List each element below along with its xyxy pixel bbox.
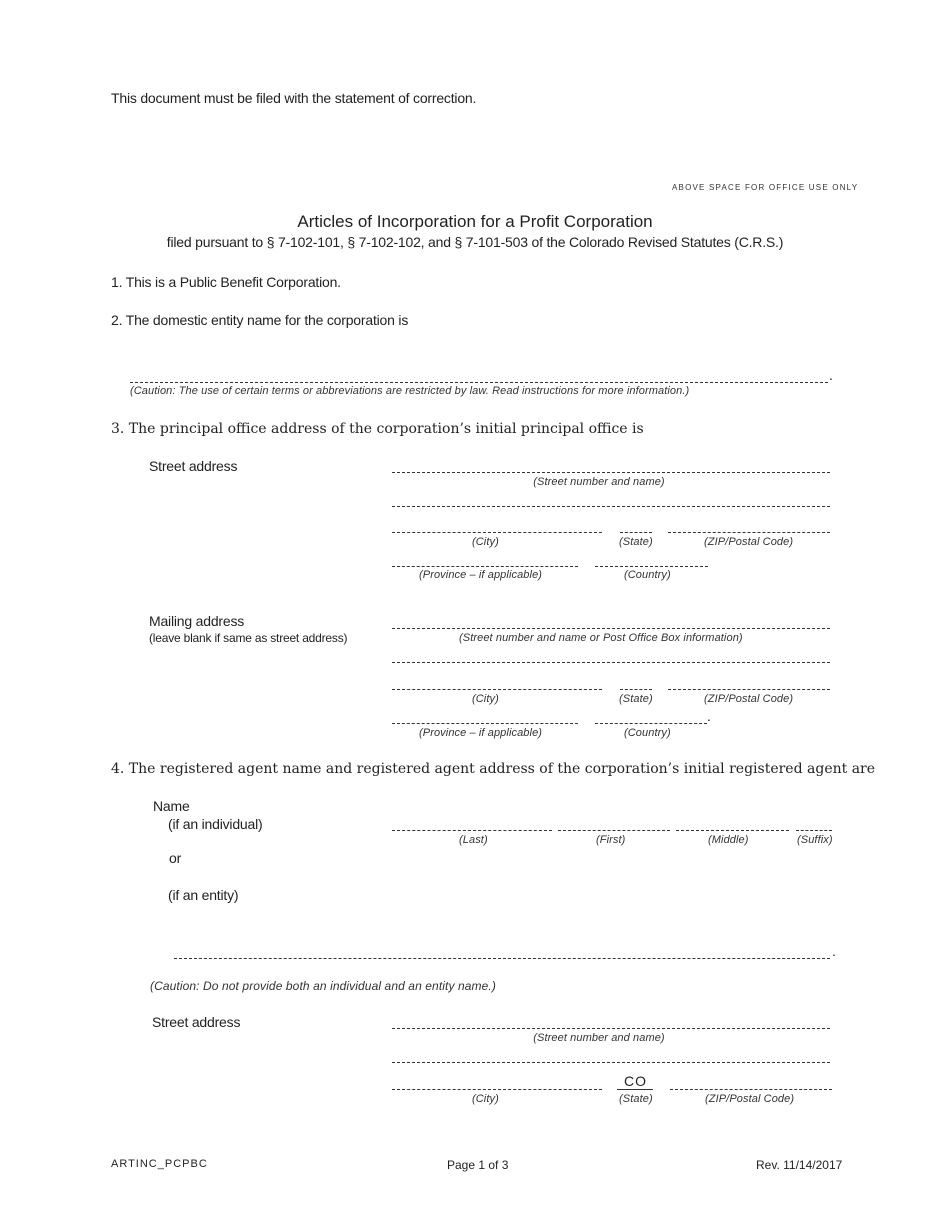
mailing-province-field[interactable] bbox=[392, 723, 578, 724]
item-3: 3. The principal office address of the corporation’s initial principal office is bbox=[111, 421, 644, 437]
country-caption: (Country) bbox=[624, 569, 671, 581]
suffix-caption: (Suffix) bbox=[797, 834, 833, 846]
mailing-state-caption: (State) bbox=[619, 693, 653, 705]
agent-street-caption: (Street number and name) bbox=[533, 1032, 665, 1044]
agent-street-address-label: Street address bbox=[152, 1014, 241, 1030]
mailing-city-field[interactable] bbox=[392, 689, 602, 690]
street-address-line2[interactable] bbox=[392, 506, 830, 507]
agent-middle-name-field[interactable] bbox=[676, 830, 789, 831]
page-subtitle: filed pursuant to § 7-102-101, § 7-102-102, and § 7-101-503 of the Colorado Revised Statutes (C.R.S.) bbox=[166, 234, 784, 250]
mailing-province-caption: (Province – if applicable) bbox=[419, 727, 543, 739]
agent-state-underline bbox=[617, 1089, 653, 1090]
item-4: 4. The registered agent name and registered agent address of the corporation’s initial registered agent are bbox=[111, 761, 876, 777]
agent-last-name-field[interactable] bbox=[392, 830, 552, 831]
mailing-street-caption: (Street number and name or Post Office Box information) bbox=[459, 632, 743, 644]
entity-name-caution: (Caution: The use of certain terms or abbreviations are restricted by law. Read instructions for more information.) bbox=[130, 385, 690, 397]
zip-field[interactable] bbox=[668, 532, 830, 533]
mailing-address-line2[interactable] bbox=[392, 662, 830, 663]
agent-state-caption: (State) bbox=[619, 1093, 653, 1105]
agent-city-caption: (City) bbox=[472, 1093, 499, 1105]
mailing-address-label: Mailing address bbox=[149, 613, 245, 629]
last-caption: (Last) bbox=[459, 834, 488, 846]
street-address-line1[interactable] bbox=[392, 472, 830, 473]
item-1: 1. This is a Public Benefit Corporation. bbox=[111, 274, 341, 290]
form-code: ARTINC_PCPBC bbox=[111, 1158, 208, 1170]
mailing-zip-field[interactable] bbox=[668, 689, 830, 690]
city-caption: (City) bbox=[472, 536, 499, 548]
entity-caution: (Caution: Do not provide both an individual and an entity name.) bbox=[150, 979, 496, 993]
mailing-address-line1[interactable] bbox=[392, 628, 830, 629]
if-individual-label: (if an individual) bbox=[168, 816, 263, 832]
if-entity-label: (if an entity) bbox=[168, 887, 239, 903]
city-field[interactable] bbox=[392, 532, 602, 533]
zip-caption: (ZIP/Postal Code) bbox=[704, 536, 794, 548]
entity-period: . bbox=[832, 943, 836, 959]
mailing-state-field[interactable] bbox=[620, 689, 652, 690]
state-field[interactable] bbox=[620, 532, 652, 533]
agent-first-name-field[interactable] bbox=[558, 830, 670, 831]
mailing-city-caption: (City) bbox=[472, 693, 499, 705]
name-label: Name bbox=[153, 798, 190, 814]
filing-note: This document must be filed with the statement of correction. bbox=[111, 90, 477, 106]
entity-name-period: . bbox=[829, 367, 833, 383]
agent-state-value: CO bbox=[624, 1073, 647, 1089]
item-2: 2. The domestic entity name for the corporation is bbox=[111, 312, 409, 328]
street-number-caption: (Street number and name) bbox=[533, 476, 665, 488]
mailing-zip-caption: (ZIP/Postal Code) bbox=[704, 693, 794, 705]
agent-entity-name-field[interactable] bbox=[174, 958, 830, 959]
or-label: or bbox=[169, 850, 182, 866]
agent-zip-caption: (ZIP/Postal Code) bbox=[705, 1093, 795, 1105]
state-caption: (State) bbox=[619, 536, 653, 548]
province-caption: (Province – if applicable) bbox=[419, 569, 543, 581]
revision-date: Rev. 11/14/2017 bbox=[756, 1158, 843, 1172]
mailing-country-caption: (Country) bbox=[624, 727, 671, 739]
office-use-label: ABOVE SPACE FOR OFFICE USE ONLY bbox=[672, 183, 859, 192]
agent-suffix-field[interactable] bbox=[796, 830, 832, 831]
first-caption: (First) bbox=[596, 834, 626, 846]
page-title: Articles of Incorporation for a Profit Corporation bbox=[297, 212, 653, 231]
agent-street-line2[interactable] bbox=[392, 1062, 830, 1063]
street-address-label: Street address bbox=[149, 458, 238, 474]
middle-caption: (Middle) bbox=[708, 834, 749, 846]
mailing-address-note: (leave blank if same as street address) bbox=[149, 631, 348, 645]
mailing-country-field[interactable] bbox=[595, 723, 707, 724]
mailing-period: . bbox=[707, 708, 711, 724]
agent-street-line1[interactable] bbox=[392, 1028, 830, 1029]
entity-name-field[interactable] bbox=[130, 382, 828, 383]
agent-city-field[interactable] bbox=[392, 1089, 602, 1090]
page-number: Page 1 of 3 bbox=[447, 1158, 509, 1172]
agent-zip-field[interactable] bbox=[670, 1089, 832, 1090]
country-field[interactable] bbox=[595, 566, 708, 567]
province-field[interactable] bbox=[392, 566, 578, 567]
